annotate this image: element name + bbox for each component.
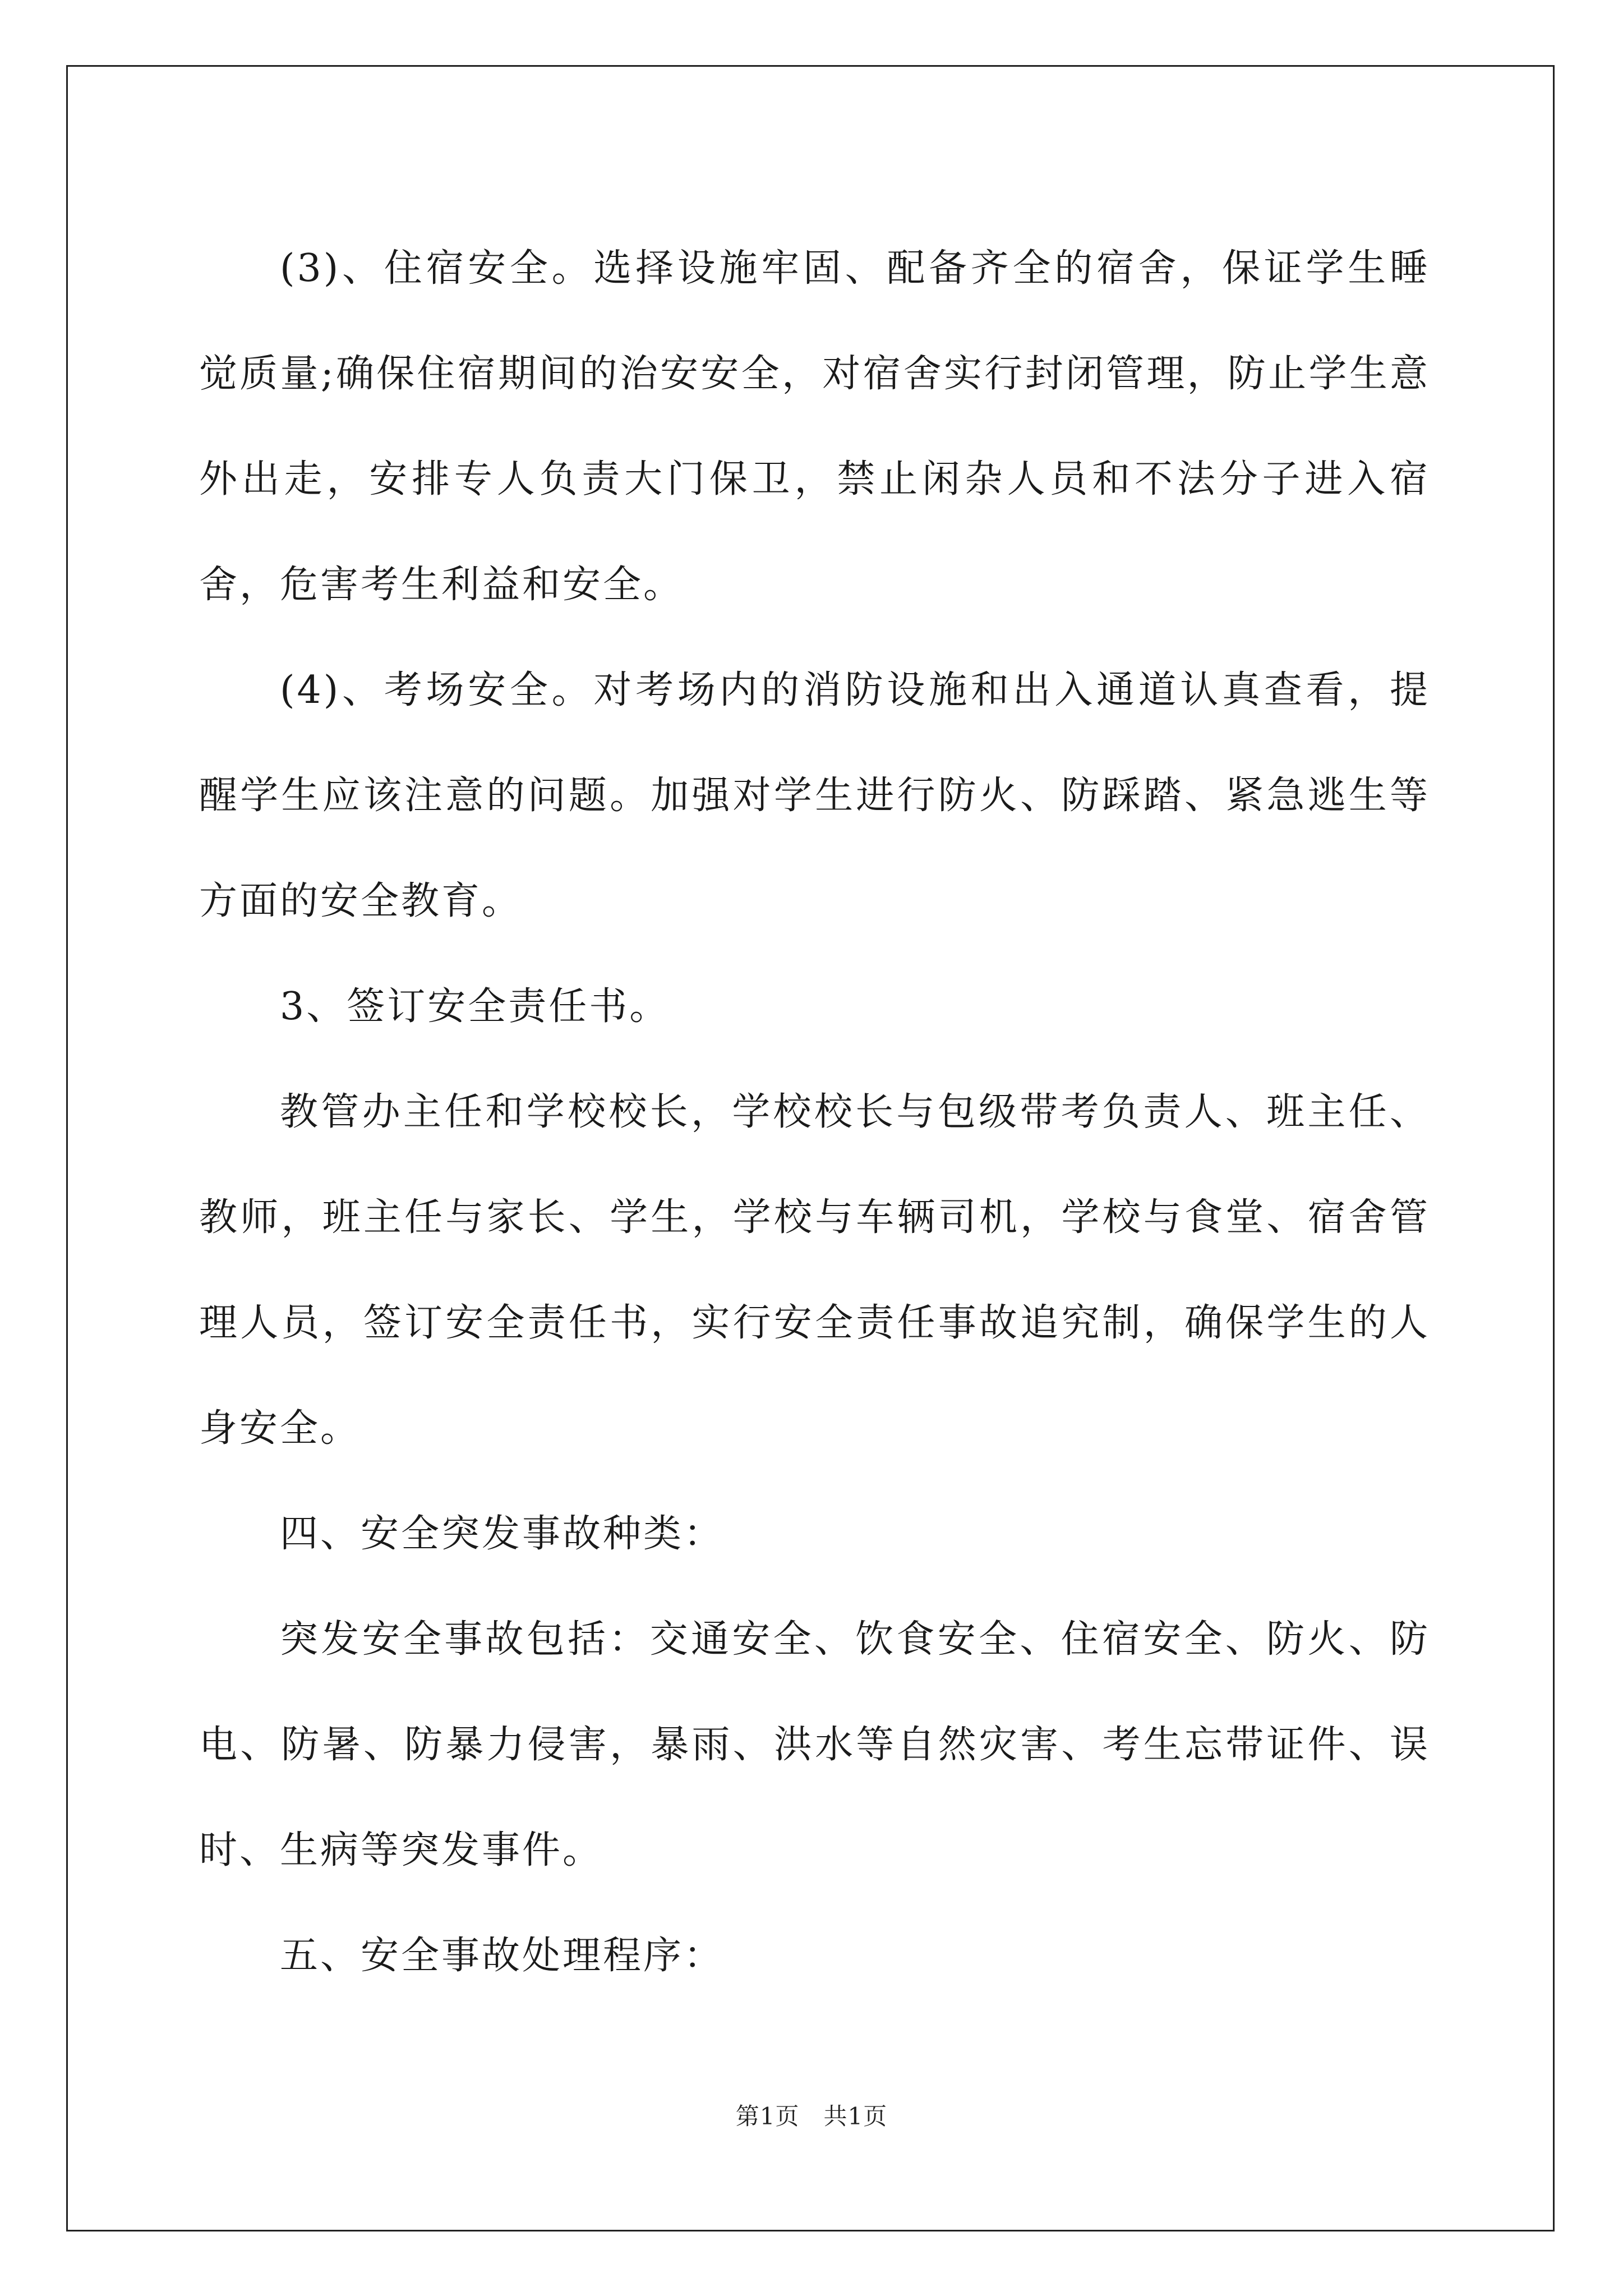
document-body bbox=[199, 216, 1430, 2009]
page-number: 第1页 共1页 bbox=[735, 2102, 888, 2130]
heading-accident-types: 四、安全突发事故种类： bbox=[280, 1512, 725, 1556]
paragraph-accident-types: 突发安全事故包括：交通安全、饮食安全、住宿安全、防火、防电、防暑、防暴力侵害，暴雨、洪水等自然灾害、考生忘带证件、误时、生病等突发事件。 bbox=[199, 1617, 1430, 1872]
paragraph-sign-responsibility: 3、签订安全责任书。 bbox=[280, 984, 670, 1029]
heading-handling-procedure: 五、安全事故处理程序： bbox=[280, 1934, 725, 1978]
paragraph-dormitory-safety: (3)、住宿安全。选择设施牢固、配备齐全的宿舍，保证学生睡觉质量;确保住宿期间的治安安全，对宿舍实行封闭管理，防止学生意外出走，安排专人负责大门保卫，禁止闲杂人员和不法分子进入宿舍，危害考生利益和安全。 bbox=[199, 246, 1430, 607]
paragraph-responsibility-detail: 教管办主任和学校校长，学校校长与包级带考负责人、班主任、教师，班主任与家长、学生，学校与车辆司机，学校与食堂、宿舍管理人员，签订安全责任书，实行安全责任事故追究制，确保学生的人身安全。 bbox=[199, 1090, 1430, 1451]
paragraph-exam-room-safety: (4)、考场安全。对考场内的消防设施和出入通道认真查看，提醒学生应该注意的问题。加强对学生进行防火、防踩踏、紧急逃生等方面的安全教育。 bbox=[199, 668, 1430, 923]
